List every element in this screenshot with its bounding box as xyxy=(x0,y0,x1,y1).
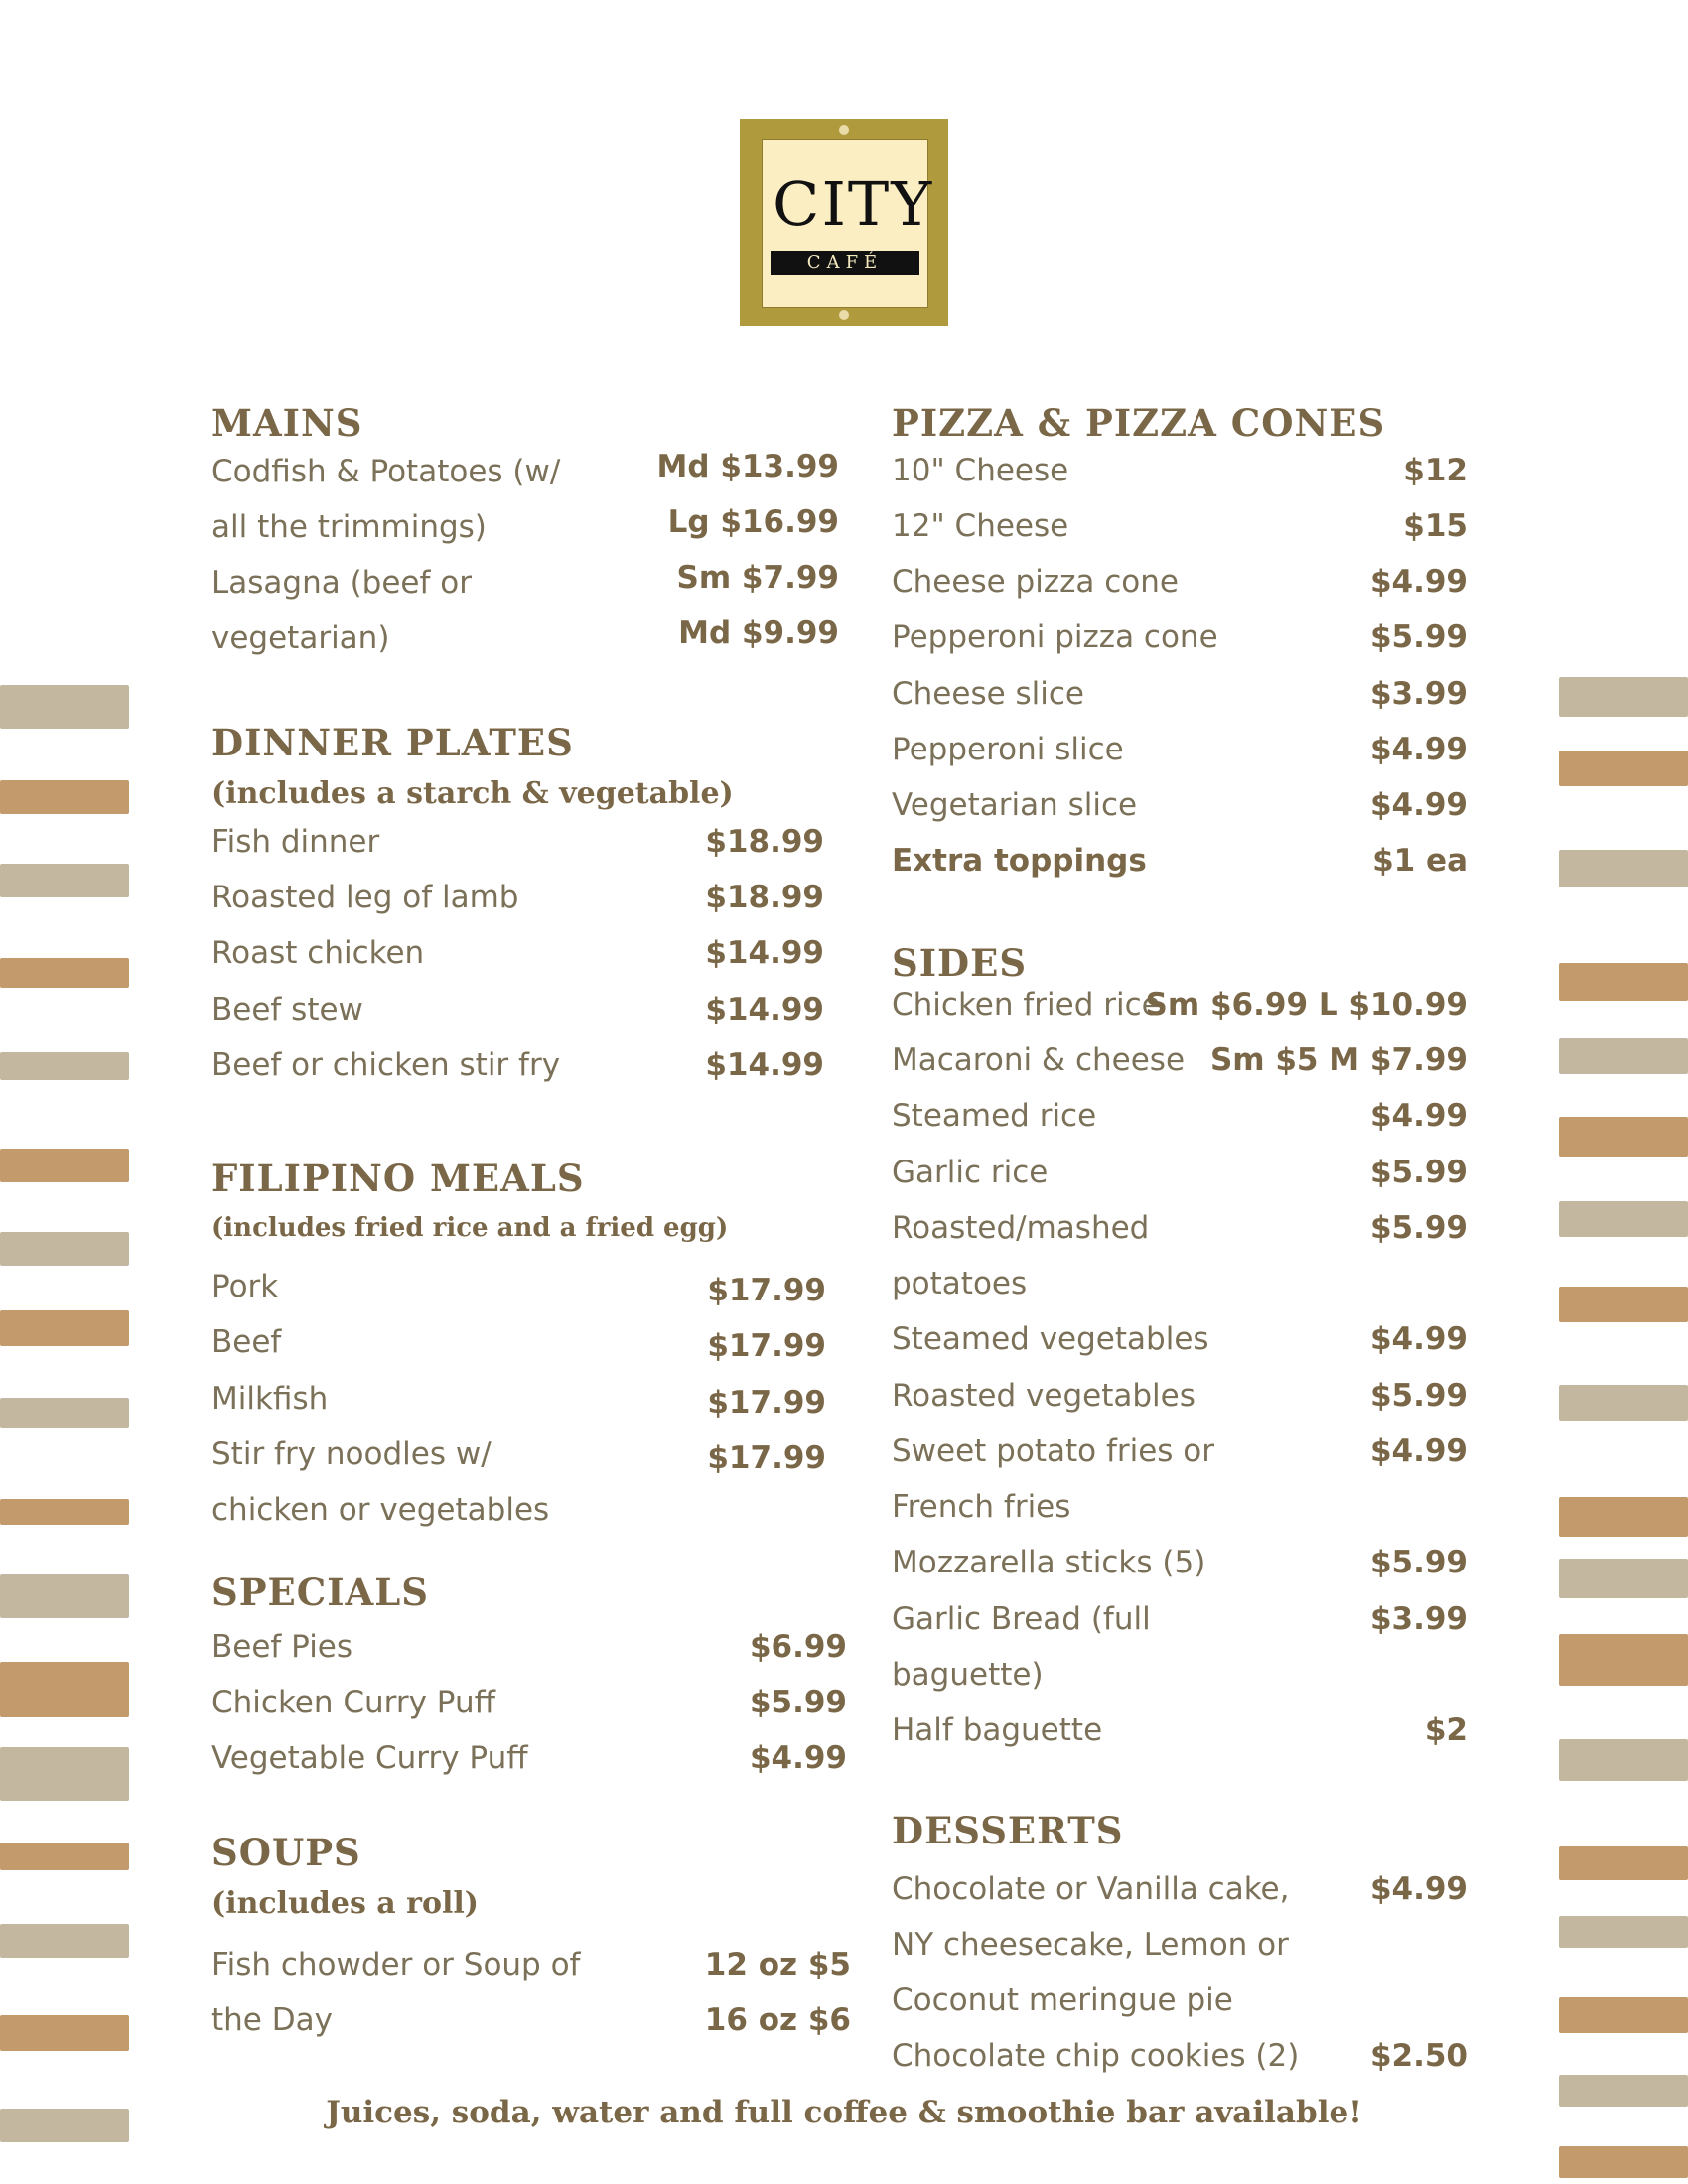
menu-item: the Day xyxy=(211,2002,333,2038)
decorative-stripe xyxy=(1559,1634,1688,1686)
decorative-stripe xyxy=(0,1149,129,1182)
menu-item: Chocolate chip cookies (2) xyxy=(892,2038,1300,2074)
menu-item: 10" Cheese xyxy=(892,453,1069,488)
sides-heading: SIDES xyxy=(892,941,1028,985)
menu-item: Steamed vegetables xyxy=(892,1321,1209,1357)
decorative-stripe xyxy=(0,780,129,814)
menu-price: $5.99 xyxy=(749,1685,847,1720)
menu-price: $15 xyxy=(1403,508,1468,544)
decorative-stripe xyxy=(0,1574,129,1618)
menu-item: Coconut meringue pie xyxy=(892,1982,1233,2018)
decorative-stripe xyxy=(0,1843,129,1870)
menu-item: 12" Cheese xyxy=(892,508,1069,544)
menu-item: Beef xyxy=(211,1324,282,1360)
decorative-stripe xyxy=(0,1232,129,1266)
menu-price: $1 ea xyxy=(1372,843,1468,879)
menu-item: all the trimmings) xyxy=(211,509,487,545)
decorative-stripe xyxy=(1559,751,1688,786)
decorative-stripe xyxy=(1559,1497,1688,1537)
menu-price: $4.99 xyxy=(1369,1433,1468,1469)
menu-price: Lg $16.99 xyxy=(667,504,839,540)
menu-price: Sm $5 M $7.99 xyxy=(1209,1042,1468,1078)
menu-price: $2.50 xyxy=(1369,2038,1468,2074)
decorative-stripe xyxy=(0,1052,129,1080)
decorative-stripe xyxy=(1559,850,1688,887)
menu-price: $4.99 xyxy=(1369,564,1468,600)
logo-dot xyxy=(839,125,849,135)
decorative-stripe xyxy=(1559,2146,1688,2178)
menu-price: Md $13.99 xyxy=(656,449,839,484)
decorative-stripe xyxy=(1559,1201,1688,1237)
menu-item: Codfish & Potatoes (w/ xyxy=(211,454,561,489)
menu-price: $4.99 xyxy=(1369,1871,1468,1907)
menu-item: Chocolate or Vanilla cake, xyxy=(892,1871,1290,1907)
menu-item: Chicken fried rice xyxy=(892,987,1161,1023)
menu-item: vegetarian) xyxy=(211,620,390,656)
decorative-stripe xyxy=(1559,1117,1688,1157)
decorative-stripe xyxy=(1559,1038,1688,1074)
decorative-stripe xyxy=(0,1924,129,1958)
menu-item: Garlic Bread (full xyxy=(892,1601,1151,1637)
logo-panel xyxy=(762,139,934,308)
mains-heading: MAINS xyxy=(211,401,363,445)
menu-item: Steamed rice xyxy=(892,1098,1097,1134)
decorative-stripe xyxy=(0,864,129,897)
decorative-stripe xyxy=(1559,1846,1688,1880)
menu-price: $5.99 xyxy=(1369,1210,1468,1246)
left-stripe-border xyxy=(0,0,129,2184)
filipino-meals-heading: FILIPINO MEALS xyxy=(211,1157,585,1200)
menu-price: $3.99 xyxy=(1369,676,1468,712)
menu-item: potatoes xyxy=(892,1266,1028,1301)
menu-item: Stir fry noodles w/ xyxy=(211,1436,492,1472)
decorative-stripe xyxy=(1559,1997,1688,2033)
menu-item: Garlic rice xyxy=(892,1155,1049,1190)
menu-price: $14.99 xyxy=(705,935,824,971)
decorative-stripe xyxy=(1559,1916,1688,1948)
menu-price: $4.99 xyxy=(1369,732,1468,767)
menu-item: French fries xyxy=(892,1489,1071,1525)
menu-price: $14.99 xyxy=(705,1047,824,1083)
menu-item: Sweet potato fries or xyxy=(892,1433,1215,1469)
menu-item: Vegetable Curry Puff xyxy=(211,1740,528,1776)
menu-item: Cheese slice xyxy=(892,676,1085,712)
soups-subtitle: (includes a roll) xyxy=(211,1886,479,1921)
decorative-stripe xyxy=(1559,1739,1688,1781)
soups-heading: SOUPS xyxy=(211,1831,361,1874)
menu-price: $4.99 xyxy=(1369,1321,1468,1357)
menu-item: Half baguette xyxy=(892,1712,1103,1748)
menu-price: $17.99 xyxy=(707,1385,826,1421)
menu-price: $4.99 xyxy=(1369,1098,1468,1134)
decorative-stripe xyxy=(0,1398,129,1428)
filipino-meals-subtitle: (includes fried rice and a fried egg) xyxy=(211,1213,729,1243)
menu-price: $17.99 xyxy=(707,1328,826,1364)
logo-word: CITY xyxy=(773,168,934,240)
menu-price: $5.99 xyxy=(1369,1545,1468,1580)
city-cafe-logo xyxy=(740,119,948,326)
specials-heading: SPECIALS xyxy=(211,1570,429,1614)
menu-item: Pork xyxy=(211,1269,279,1304)
menu-item: Beef stew xyxy=(211,992,363,1027)
menu-item: Chicken Curry Puff xyxy=(211,1685,495,1720)
menu-item: Vegetarian slice xyxy=(892,787,1138,823)
menu-price: $17.99 xyxy=(707,1273,826,1308)
decorative-stripe xyxy=(1559,677,1688,717)
menu-item: Beef or chicken stir fry xyxy=(211,1047,561,1083)
menu-item: Cheese pizza cone xyxy=(892,564,1179,600)
decorative-stripe xyxy=(0,2015,129,2051)
menu-item: Pepperoni slice xyxy=(892,732,1124,767)
dinner-plates-heading: DINNER PLATES xyxy=(211,721,574,764)
menu-item: Mozzarella sticks (5) xyxy=(892,1545,1206,1580)
decorative-stripe xyxy=(1559,1559,1688,1598)
menu-item: Macaroni & cheese xyxy=(892,1042,1186,1078)
menu-price: Sm $7.99 xyxy=(676,560,839,596)
menu-price: $3.99 xyxy=(1369,1601,1468,1637)
menu-item: Milkfish xyxy=(211,1381,329,1417)
menu-item: Roasted/mashed xyxy=(892,1210,1150,1246)
menu-price: 12 oz $5 xyxy=(704,1947,851,1982)
menu-price: Sm $6.99 L $10.99 xyxy=(1145,987,1468,1023)
menu-item: chicken or vegetables xyxy=(211,1492,550,1528)
menu-price: $6.99 xyxy=(749,1629,847,1665)
menu-price: $5.99 xyxy=(1369,1155,1468,1190)
decorative-stripe xyxy=(0,958,129,988)
menu-item: baguette) xyxy=(892,1657,1044,1693)
dinner-plates-subtitle: (includes a starch & vegetable) xyxy=(211,776,734,811)
menu-price: $4.99 xyxy=(749,1740,847,1776)
decorative-stripe xyxy=(0,685,129,729)
menu-price: Md $9.99 xyxy=(678,615,839,651)
menu-price: $17.99 xyxy=(707,1440,826,1476)
decorative-stripe xyxy=(1559,963,1688,1001)
menu-price: $12 xyxy=(1403,453,1468,488)
menu-price: $4.99 xyxy=(1369,787,1468,823)
decorative-stripe xyxy=(0,1499,129,1525)
footer-note: Juices, soda, water and full coffee & smoothie bar available! xyxy=(326,2095,1362,2130)
menu-price: 16 oz $6 xyxy=(704,2002,851,2038)
menu-item: Roast chicken xyxy=(211,935,425,971)
decorative-stripe xyxy=(0,1310,129,1346)
menu-price: $18.99 xyxy=(705,880,824,915)
decorative-stripe xyxy=(1559,1385,1688,1421)
menu-item: Pepperoni pizza cone xyxy=(892,619,1218,655)
menu-item: Beef Pies xyxy=(211,1629,353,1665)
decorative-stripe xyxy=(0,1747,129,1801)
logo-dot xyxy=(839,310,849,320)
decorative-stripe xyxy=(1559,1287,1688,1322)
menu-item: Lasagna (beef or xyxy=(211,565,472,601)
decorative-stripe xyxy=(0,1662,129,1717)
menu-price: $5.99 xyxy=(1369,1378,1468,1414)
menu-price: $5.99 xyxy=(1369,619,1468,655)
menu-item: Fish chowder or Soup of xyxy=(211,1947,581,1982)
menu-price: $2 xyxy=(1424,1712,1468,1748)
menu-item: Roasted leg of lamb xyxy=(211,880,519,915)
menu-item: Extra toppings xyxy=(892,843,1147,879)
right-stripe-border xyxy=(1559,0,1688,2184)
desserts-heading: DESSERTS xyxy=(892,1809,1124,1852)
menu-item: NY cheesecake, Lemon or xyxy=(892,1927,1289,1963)
menu-price: $18.99 xyxy=(705,824,824,860)
menu-price: $14.99 xyxy=(705,992,824,1027)
pizza-heading: PIZZA & PIZZA CONES xyxy=(892,401,1386,445)
menu-item: Fish dinner xyxy=(211,824,380,860)
logo-bar: CAFÉ xyxy=(771,251,919,275)
menu-item: Roasted vegetables xyxy=(892,1378,1196,1414)
